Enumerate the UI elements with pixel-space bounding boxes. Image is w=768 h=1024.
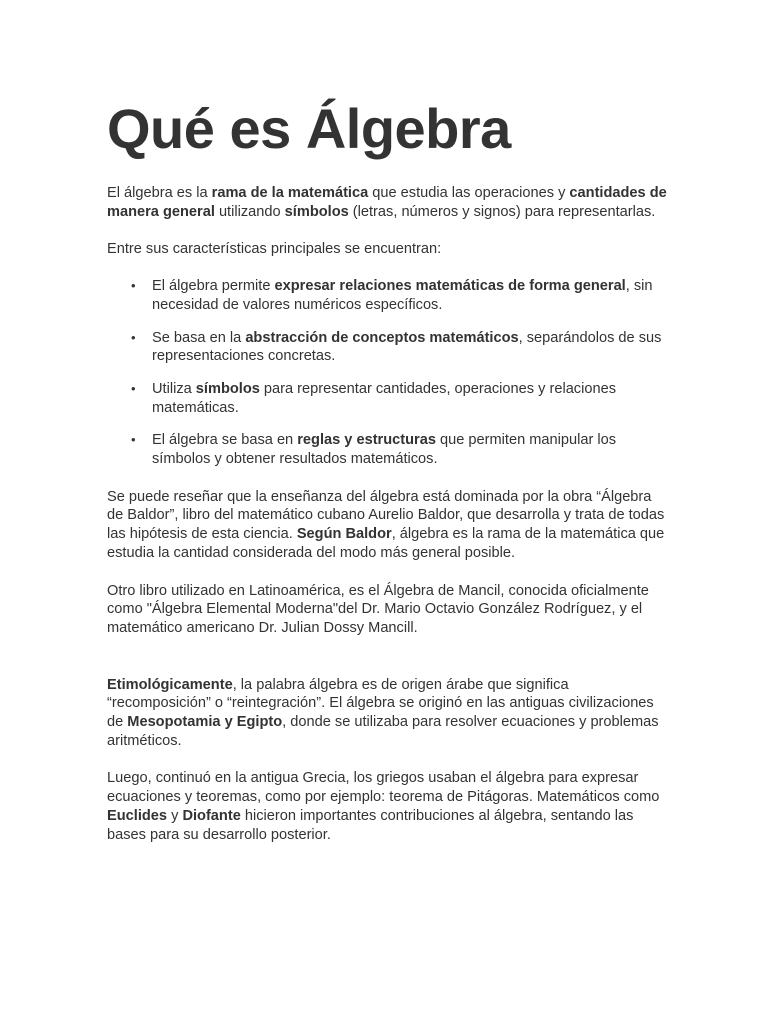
- list-item: [131, 329, 668, 366]
- intro-text-4: (letras, números y signos) para representarlas.: [348, 203, 656, 220]
- greece-paragraph: [107, 769, 668, 844]
- features-list: [107, 277, 668, 469]
- greece-text-3: hicieron importantes contribuciones al álgebra, sentando las bases para su desarrollo posterior.: [107, 807, 634, 843]
- etymology-bold-2: Mesopotamia y Egipto: [127, 714, 283, 731]
- intro-text-2: que estudia las operaciones y: [368, 185, 570, 201]
- list-item-text: Se basa en la: [152, 329, 246, 346]
- mancil-paragraph: Otro libro utilizado en Latinoamérica, es el Álgebra de Mancil, conocida oficialmente como "Álgebra Elemental Moderna"del Dr. Mario Octavio González Rodríguez, y el matemático americano Dr. Julian Dossy Mancill.: [107, 582, 649, 636]
- features-intro-paragraph: Entre sus características principales se encuentran:: [107, 241, 442, 258]
- etymology-paragraph: [107, 676, 668, 751]
- list-item-text: que permiten manipular los símbolos y obtener resultados matemáticos.: [152, 432, 617, 468]
- list-item-bold: abstracción de conceptos matemáticos: [245, 329, 519, 346]
- greece-bold-2: Diofante: [182, 807, 241, 824]
- list-item-text: , sin necesidad de valores numéricos específicos.: [152, 278, 653, 313]
- page-title: Qué es Álgebra: [107, 97, 511, 160]
- bullet-icon: •: [131, 329, 136, 345]
- intro-text-1: El álgebra es la: [107, 185, 212, 201]
- baldor-bold-1: Según Baldor: [296, 526, 392, 543]
- etymology-text-2: , donde se utilizaba para resolver ecuaciones y problemas aritméticos.: [107, 714, 659, 749]
- intro-bold-2: cantidades de manera general: [107, 185, 667, 220]
- list-item-text: El álgebra se basa en: [152, 432, 298, 449]
- list-item-text: para representar cantidades, operaciones y relaciones matemáticas.: [152, 380, 616, 416]
- etymology-bold-1: Etimológicamente: [107, 676, 233, 693]
- list-item: [131, 431, 668, 468]
- intro-text-3: utilizando: [214, 203, 285, 220]
- baldor-text-2: , álgebra es la rama de la matemática que estudia la cantidad considerada del modo más general posible.: [107, 526, 665, 561]
- list-item-text: , separándolos de sus representaciones concretas.: [152, 329, 662, 365]
- bullet-icon: •: [131, 278, 136, 294]
- list-item-bold: reglas y estructuras: [297, 432, 436, 449]
- baldor-text-1: Se puede reseñar que la enseñanza del álgebra está dominada por la obra “Álgebra de Baldor”, libro del matemático cubano Aurelio Baldor, que desarrolla y trata de todas las hipótesis de esta ciencia.: [107, 488, 665, 543]
- list-item-bold: expresar relaciones matemáticas de forma general: [274, 278, 626, 295]
- intro-bold-1: rama de la matemática: [211, 185, 369, 201]
- list-item: [131, 277, 668, 314]
- list-item-text: Utiliza: [152, 380, 196, 397]
- list-item-bold: símbolos: [195, 380, 260, 397]
- intro-bold-3: símbolos: [284, 203, 349, 220]
- list-item: [131, 380, 668, 417]
- greece-bold-1: Euclides: [107, 807, 168, 824]
- bullet-icon: •: [131, 380, 136, 396]
- list-item-text: El álgebra permite: [152, 278, 275, 295]
- greece-text-2: y: [167, 807, 183, 824]
- intro-paragraph: [107, 184, 668, 221]
- baldor-paragraph: [107, 488, 668, 563]
- greece-text-1: Luego, continuó en la antigua Grecia, los griegos usaban el álgebra para expresar ecuaciones y teoremas, como por ejemplo: teorema de Pitágoras. Matemáticos como: [107, 770, 660, 806]
- etymology-text-1: , la palabra álgebra es de origen árabe que significa “recomposición” o “reintegración”. El álgebra se originó en las antiguas civilizaciones de: [107, 676, 654, 731]
- bullet-icon: •: [131, 432, 136, 448]
